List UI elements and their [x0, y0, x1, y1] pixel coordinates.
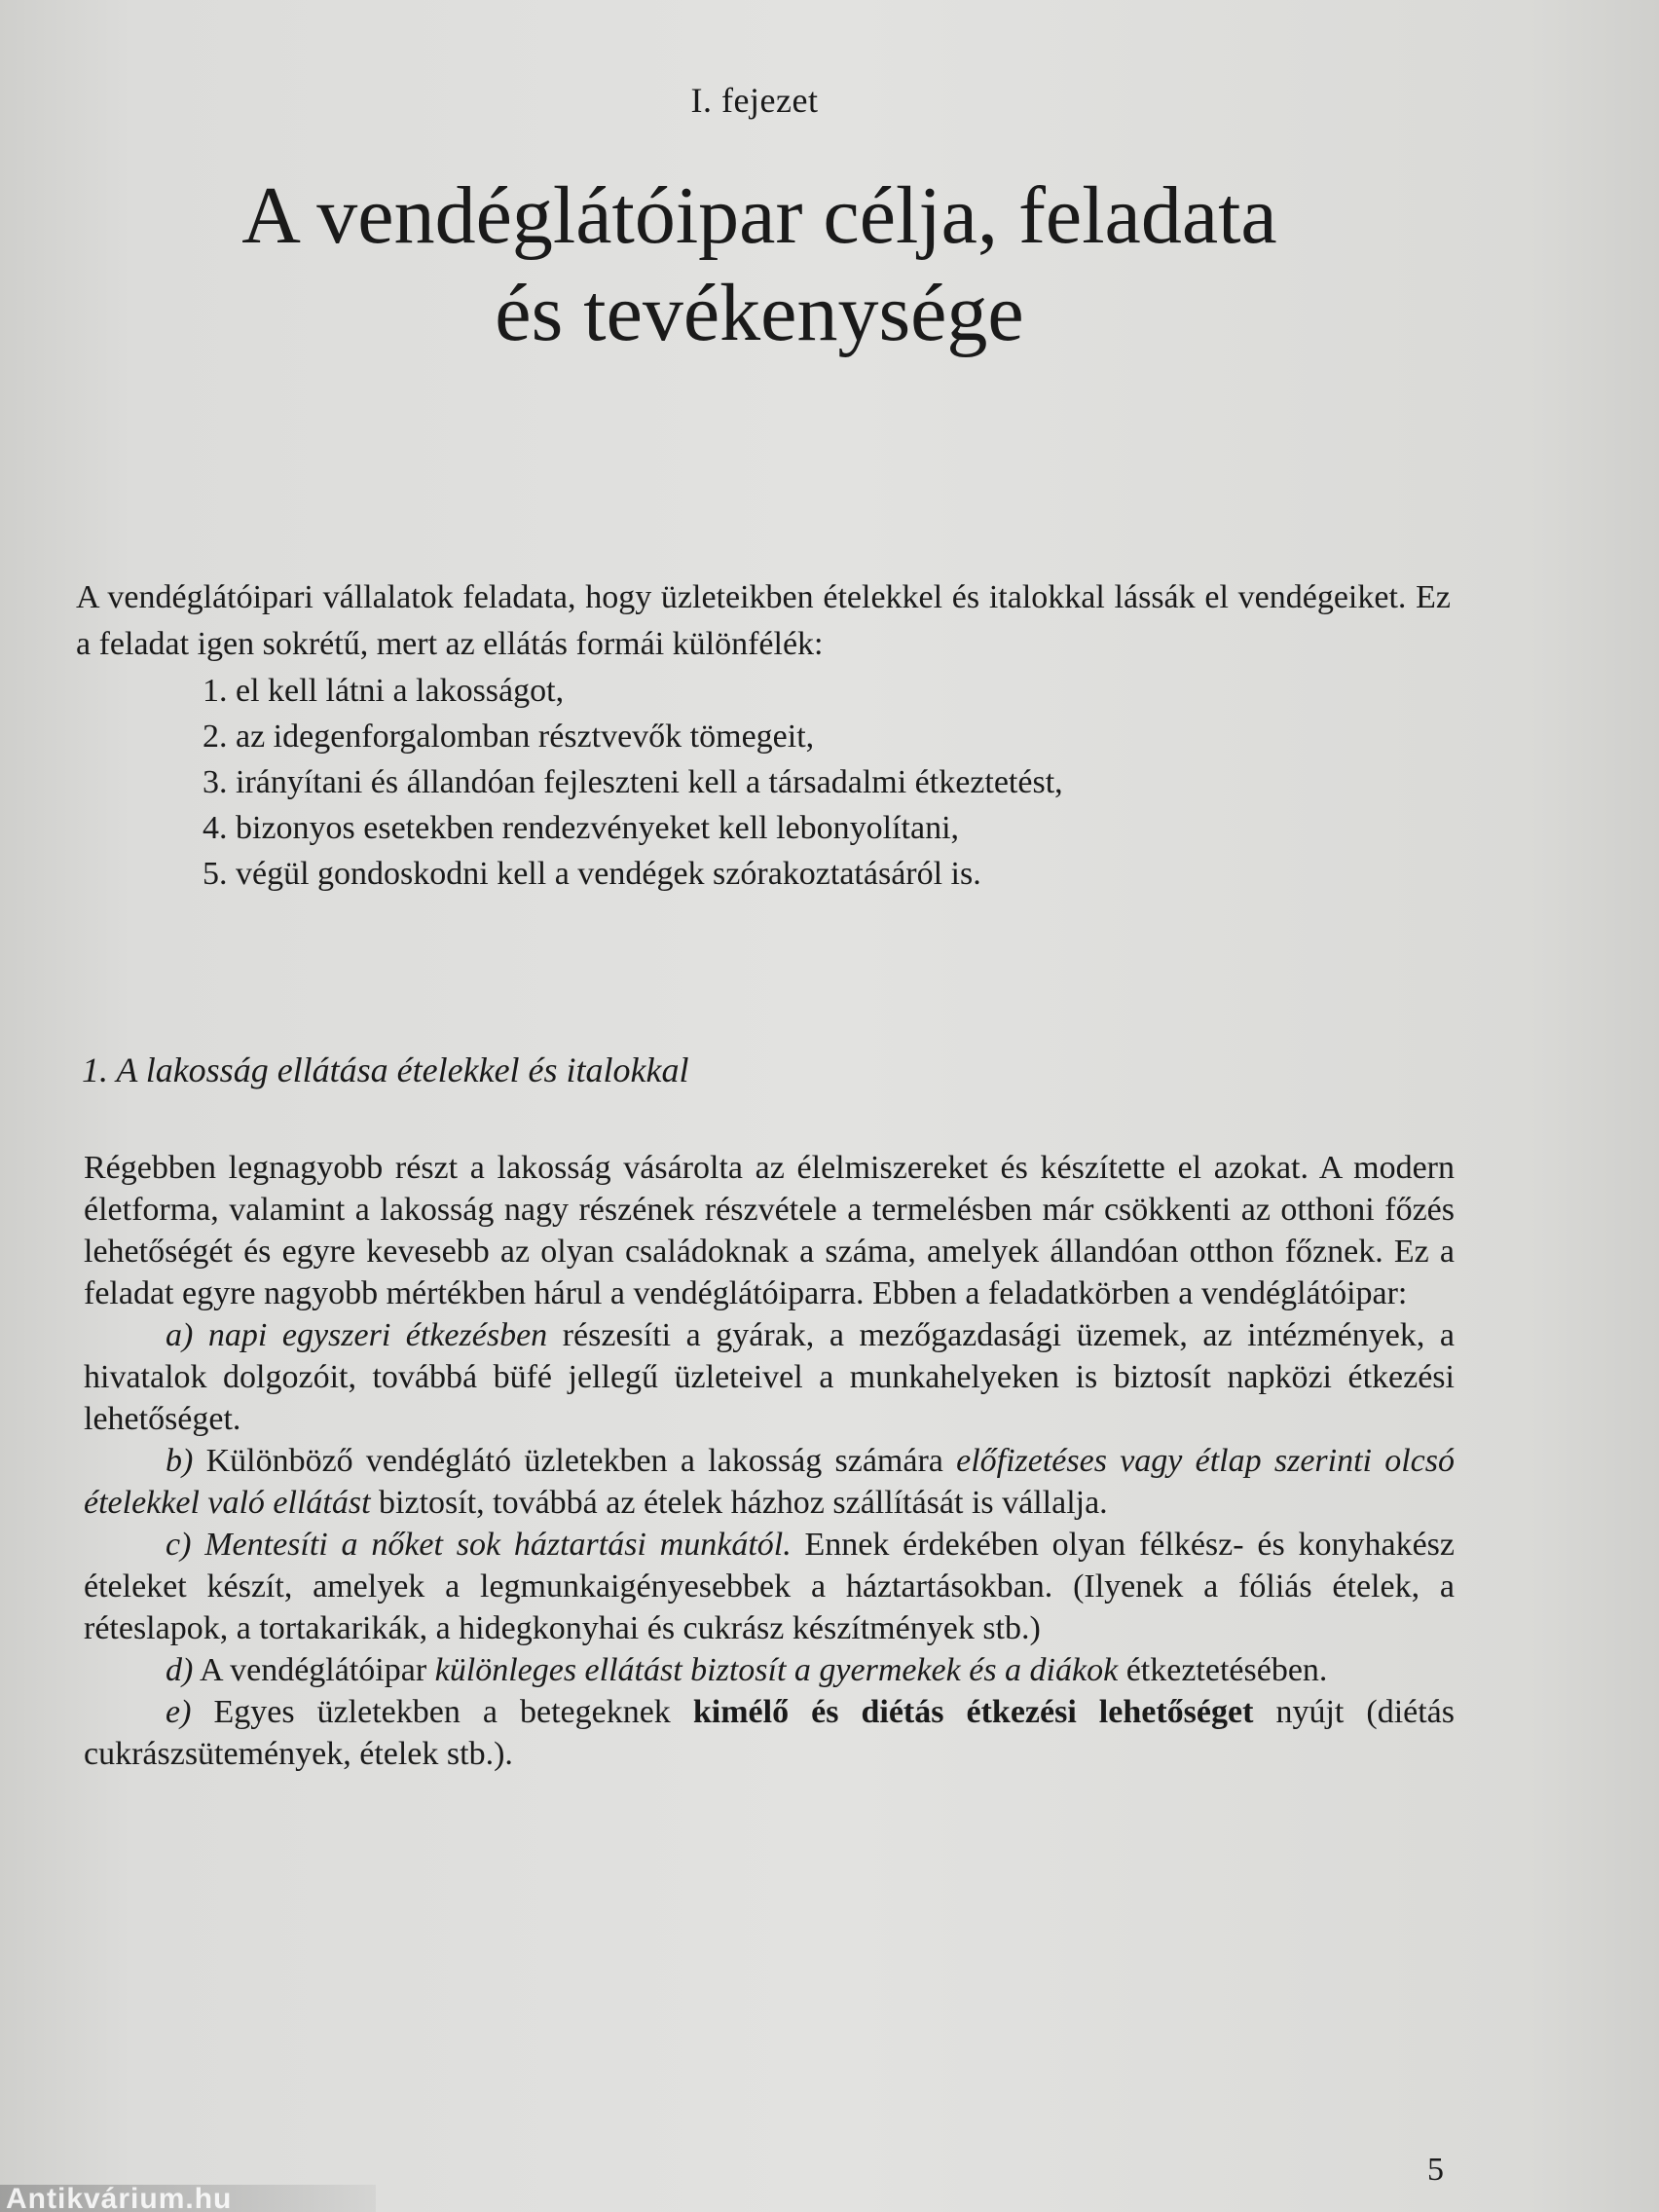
list-item: 2. az idegenforgalomban résztvevők tömegeit,	[203, 719, 815, 755]
intro-block	[76, 574, 1451, 897]
item-d-text2: étkeztetésében.	[1118, 1652, 1328, 1688]
item-d-emphasis: különleges ellátást biztosít a gyermekek és a diákok	[434, 1652, 1119, 1688]
item-b	[84, 1440, 1455, 1524]
chapter-label: I. fejezet	[690, 81, 819, 120]
task-list	[76, 668, 1451, 897]
page-number: 5	[1427, 2152, 1444, 2188]
item-e-label: e)	[166, 1694, 192, 1730]
body-paragraph: Régebben legnagyobb részt a lakosság vásárolta az élelmiszereket és készítette el azokat. A modern életforma, valamint a lakosság nagy részének részvétele a termelésben már csökkenti az otthoni főzés lehetőségét és egyre kevesebb az olyan családoknak a száma, amelyek állandóan otthon főznek. Ez a feladat egyre nagyobb mértékben hárul a vendéglátóiparra. Ebben a feladatkörben a vendéglátóipar:	[84, 1150, 1455, 1311]
item-c-label: c) Mentesíti a nőket sok háztartási munkától.	[166, 1527, 792, 1563]
item-d-text1: A vendéglátóipar	[193, 1652, 435, 1688]
chapter-title-line1: A vendéglátóipar célja, feladata	[241, 170, 1277, 261]
list-item: 4. bizonyos esetekben rendezvényeket kell lebonyolítani,	[203, 810, 960, 846]
list-item: 5. végül gondoskodni kell a vendégek szórakoztatásáról is.	[203, 856, 981, 892]
item-d-label: d)	[166, 1652, 194, 1688]
item-a-label: a) napi egyszeri étkezésben	[166, 1317, 548, 1353]
item-c	[84, 1524, 1455, 1649]
item-a	[84, 1314, 1455, 1440]
item-e-emphasis: kimélő és diétás étkezési lehetőséget	[692, 1694, 1254, 1730]
item-c-text: Ennek érdekében olyan félkész- és konyhakész ételeket készít, amelyek a legmunkaigényesebbek a háztartásokban. (Ilyenek a fóliás ételek, a réteslapok, a tortakarikák, a hidegkonyhai és cukrász készítmények stb.)	[84, 1527, 1455, 1646]
item-b-emphasis: előfizetéses vagy étlap szerinti olcsó ételekkel való ellátást	[84, 1443, 1455, 1521]
chapter-title-line2: és tevékenysége	[495, 268, 1024, 358]
item-b-label: b)	[166, 1443, 194, 1479]
list-item: 3. irányítani és állandóan fejleszteni kell a társadalmi étkeztetést,	[203, 764, 1063, 800]
site-watermark: Antikvárium.hu	[0, 2185, 376, 2212]
chapter-title	[58, 167, 1460, 362]
item-e-text1: Egyes üzletekben a betegeknek	[191, 1694, 693, 1730]
item-b-text2: biztosít, továbbá az ételek házhoz szállítását is vállalja.	[370, 1485, 1108, 1521]
list-item: 1. el kell látni a lakosságot,	[203, 673, 565, 709]
item-e	[84, 1691, 1455, 1775]
item-e-text2: nyújt (diétás cukrászsütemények, ételek stb.).	[84, 1694, 1455, 1772]
item-d	[84, 1649, 1455, 1691]
item-b-text1: Különböző vendéglátó üzletekben a lakosság számára	[193, 1443, 957, 1479]
section-body	[84, 1147, 1455, 1775]
section-heading: 1. A lakosság ellátása ételekkel és italokkal	[82, 1051, 689, 1089]
item-a-text: részesíti a gyárak, a mezőgazdasági üzemek, az intézmények, a hivatalok dolgozóit, továbbá büfé jellegű üzleteivel a munkahelyeken is biztosít napközi étkezési lehetőséget.	[84, 1317, 1455, 1437]
intro-paragraph: A vendéglátóipari vállalatok feladata, hogy üzleteikben ételekkel és italokkal lássák el vendégeiket. Ez a feladat igen sokrétű, mert az ellátás formái különfélék:	[76, 579, 1451, 662]
